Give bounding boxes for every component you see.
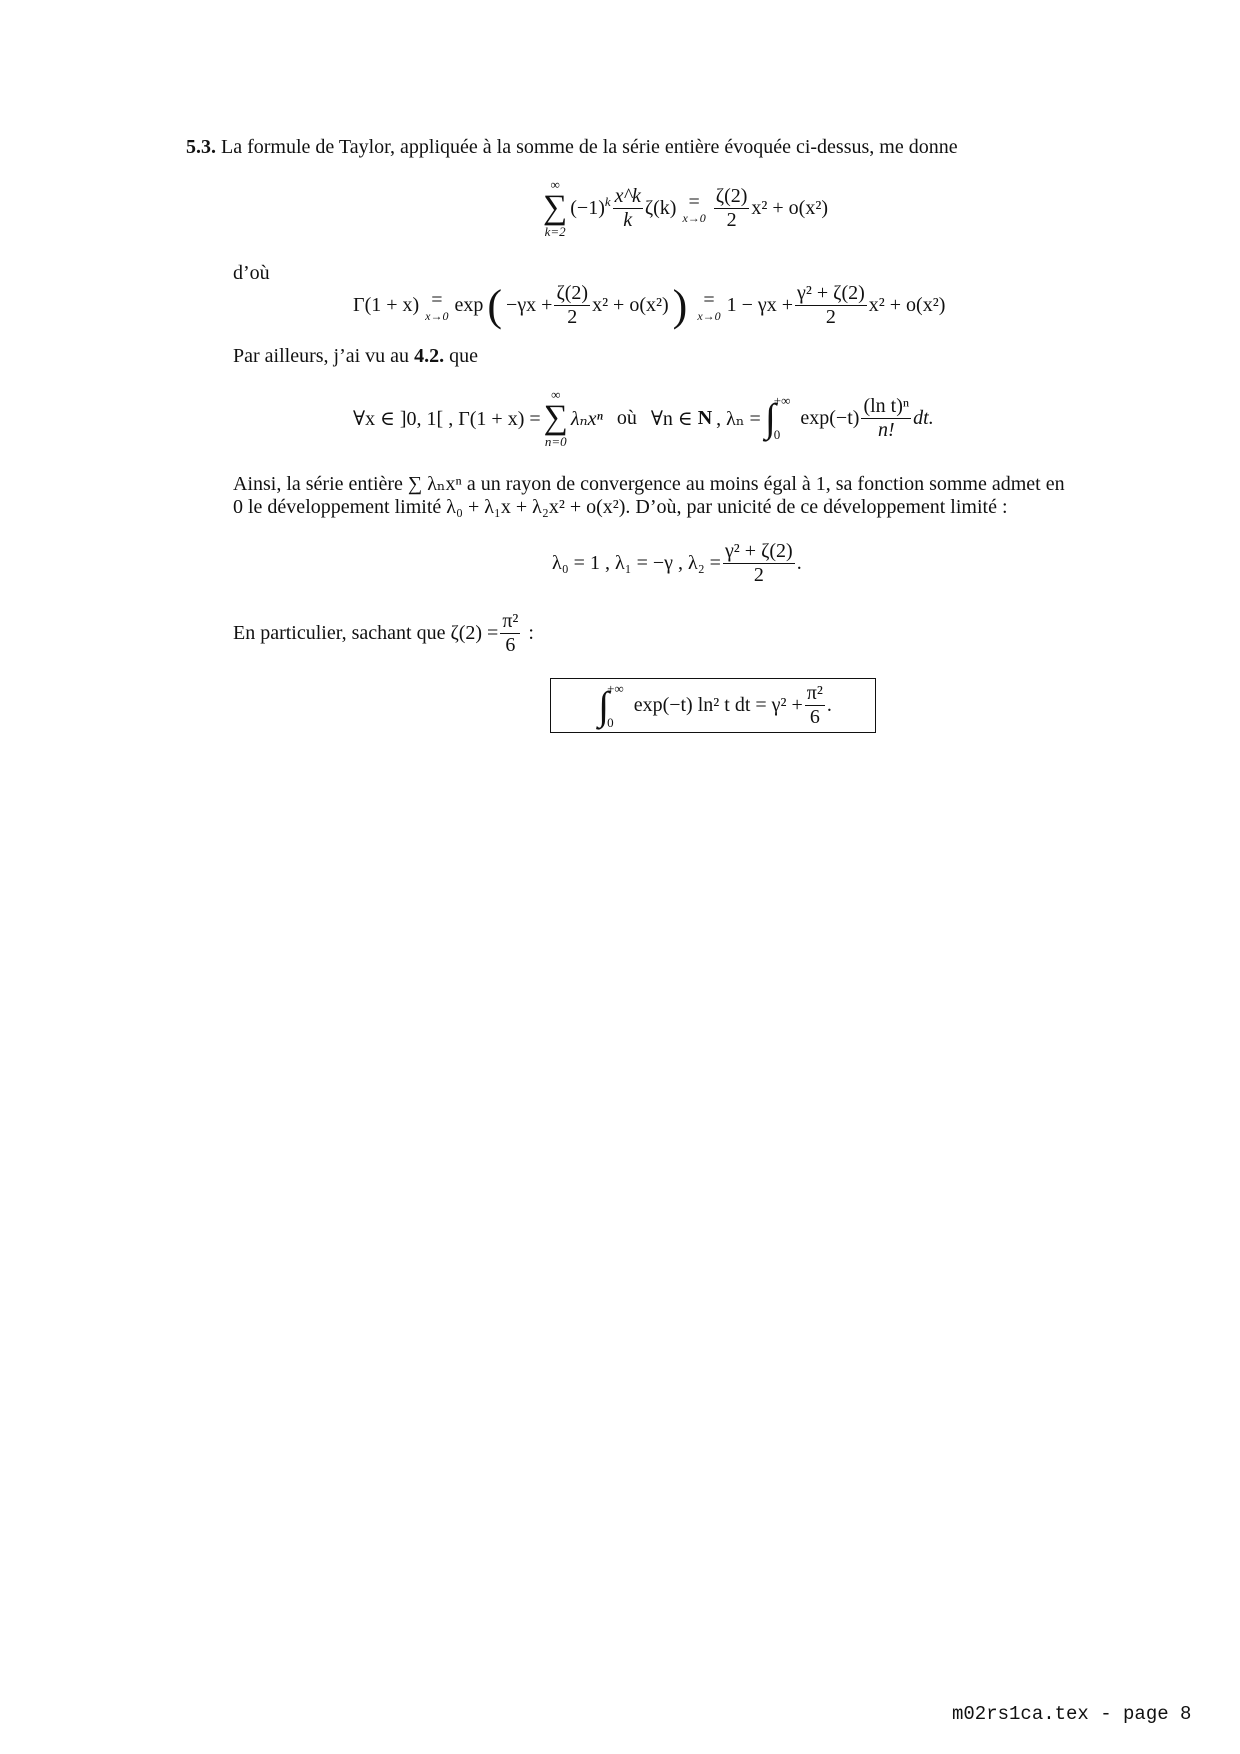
naturals-symbol: N xyxy=(697,406,713,429)
inner-a: −γx + xyxy=(506,294,553,316)
denominator: 2 xyxy=(825,306,836,328)
denominator: 2 xyxy=(726,208,737,231)
term-sup: k xyxy=(604,194,611,209)
integral-icon: ∫ xyxy=(598,682,610,728)
numerator: γ² + ζ(2) xyxy=(724,540,793,562)
numerator: x^k xyxy=(614,184,641,207)
limit-label: x→0 xyxy=(697,308,721,323)
sum-icon: ∑ xyxy=(543,189,568,226)
ainsi-line-2: 0 le développement limité λ₀ + λ₁x + λ₂x² + o(x²). D’où, par unicité de ce développement limité : xyxy=(233,496,1008,518)
ainsi-line-1: Ainsi, la série entière ∑ λₙxⁿ a un rayon de convergence au moins égal à 1, sa fonction somme admet en xyxy=(233,473,1065,495)
fraction xyxy=(723,540,795,587)
integral-upper: +∞ xyxy=(607,680,624,696)
right-paren: ) xyxy=(672,280,688,330)
inner-b: x² + o(x²) xyxy=(592,294,669,316)
limit-label: x→0 xyxy=(425,308,449,323)
numerator: π² xyxy=(806,682,823,704)
paragraph-en-particulier xyxy=(233,610,534,657)
paragraph-intro xyxy=(186,136,958,159)
tail: x² + o(x²) xyxy=(868,294,946,316)
denominator: k xyxy=(623,208,633,231)
equation-gamma xyxy=(353,282,945,329)
integral-upper: +∞ xyxy=(773,393,791,408)
boxed-result xyxy=(550,678,876,733)
sum-lower: n=0 xyxy=(544,434,567,449)
mid: 1 − γx + xyxy=(726,294,794,316)
lhs: Γ(1 + x) xyxy=(353,294,420,316)
equals-limit: = x→0 xyxy=(682,191,706,225)
numerator: (ln t)ⁿ xyxy=(863,394,910,417)
fraction xyxy=(554,282,590,329)
sum-lower: k=2 xyxy=(544,224,566,239)
equation-series xyxy=(353,388,934,448)
sum-upper: ∞ xyxy=(550,177,560,192)
exp-label: exp xyxy=(454,294,484,316)
numerator: γ² + ζ(2) xyxy=(797,282,865,304)
rhs-tail: x² + o(x²) xyxy=(751,196,828,219)
integrand: exp(−t) xyxy=(800,406,860,429)
result-body: exp(−t) ln² t dt = γ² + xyxy=(633,694,803,716)
fraction xyxy=(805,682,825,729)
sum-operator xyxy=(544,388,568,448)
intro-text: La formule de Taylor, appliquée à la somme de la série entière évoquée ci-dessus, me donne xyxy=(221,136,958,158)
reference: 4.2. xyxy=(414,345,445,367)
numerator: ζ(2) xyxy=(556,282,589,304)
period: . xyxy=(826,694,832,716)
denominator: 6 xyxy=(809,706,820,728)
equation-taylor xyxy=(540,178,828,238)
text: En particulier, sachant que ζ(2) = xyxy=(233,622,499,644)
numerator: π² xyxy=(502,610,519,632)
section-number: 5.3. xyxy=(186,136,216,158)
page-footer: m02rs1ca.tex - page 8 xyxy=(952,1703,1192,1725)
fraction xyxy=(500,610,520,657)
integral-lower: 0 xyxy=(773,427,781,442)
equation-lambdas xyxy=(552,540,802,587)
denominator: n! xyxy=(877,418,895,441)
fraction xyxy=(861,395,911,442)
integral xyxy=(598,681,624,731)
fraction xyxy=(714,185,750,232)
colon: : xyxy=(528,622,534,644)
denominator: 6 xyxy=(505,634,516,656)
ou-text: où xyxy=(616,406,637,429)
lambda-def: , λₙ = xyxy=(716,407,761,430)
lhs: λ₀ = 1 , λ₁ = −γ , λ₂ = xyxy=(552,552,721,574)
dou-text: d’où xyxy=(233,262,270,284)
quantifier: ∀n ∈ xyxy=(650,407,693,430)
denominator: 2 xyxy=(567,306,578,328)
limit-label: x→0 xyxy=(682,211,706,225)
term: λₙxⁿ xyxy=(570,407,603,430)
left-paren: ( xyxy=(487,280,503,330)
numerator: ζ(2) xyxy=(715,184,748,207)
paragraph-par-ailleurs xyxy=(233,345,478,368)
dt: dt. xyxy=(913,406,934,429)
fraction xyxy=(795,282,867,329)
fraction xyxy=(613,185,643,232)
integral-icon: ∫ xyxy=(764,395,776,440)
text: Par ailleurs, j’ai vu au xyxy=(233,345,410,367)
lhs: ∀x ∈ ]0, 1[ , Γ(1 + x) = xyxy=(353,407,541,430)
sum-operator xyxy=(543,178,567,238)
period: . xyxy=(796,552,802,574)
term: (−1) xyxy=(570,196,605,219)
equals-limit: = x→0 xyxy=(425,288,449,323)
integral-lower: 0 xyxy=(607,714,614,730)
sum-upper: ∞ xyxy=(551,387,561,402)
zeta-k: ζ(k) xyxy=(644,196,677,219)
equals-limit: = x→0 xyxy=(697,288,721,323)
integral xyxy=(765,393,791,443)
text: que xyxy=(449,345,478,367)
denominator: 2 xyxy=(753,564,764,586)
sum-icon: ∑ xyxy=(543,399,568,436)
